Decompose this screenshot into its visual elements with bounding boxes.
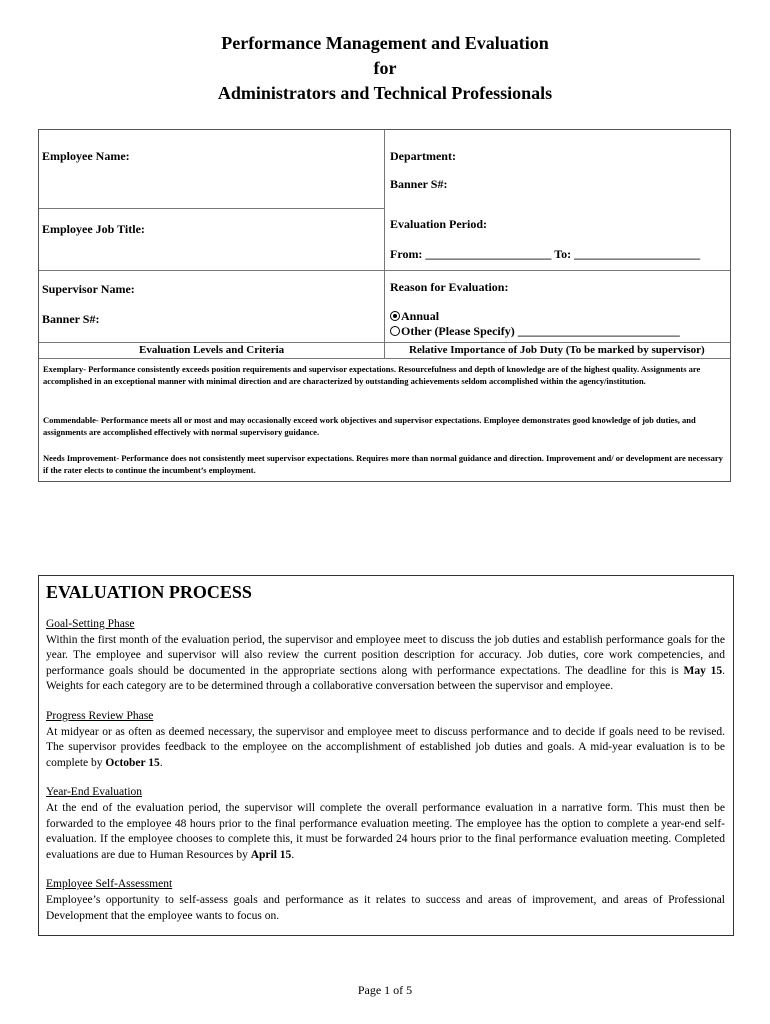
criteria-needs-improvement: Needs Improvement- Performance does not consistently meet supervisor expectations. Requires more than normal guidance and direction. Improvement and/ or development are necessary if the rater elects to continue the incumbent’s employment. [43, 453, 723, 475]
department-field[interactable]: Department: [390, 149, 456, 163]
year-end-evaluation [46, 785, 725, 863]
row-divider [39, 342, 730, 343]
criteria-exemplary: Exemplary- Performance consistently exceeds position requirements and supervisor expectations. Resourcefulness and depth of knowledge are of the highest quality. Assignments are accomplished in an exceptional manner with minimal direction and are characterized by outstanding achievements seldom accomplished within the agency/institution. [43, 364, 701, 386]
employee-name-field[interactable]: Employee Name: [42, 149, 130, 163]
row-divider [39, 270, 730, 271]
phase-heading: Goal-Setting Phase [46, 618, 135, 630]
from-to-field[interactable]: From: _____________________ To: _____________________ [390, 247, 701, 261]
phase-heading: Progress Review Phase [46, 709, 154, 722]
banner-number-field-left[interactable]: Banner S#: [42, 312, 100, 326]
title-line-3: Administrators and Technical Professionals [217, 83, 553, 103]
criteria-commendable: Commendable- Performance meets all or most and may occasionally exceed work objectives and supervisor expectations. Employee demonstrates good knowledge of job duties, and assignments are accomplished effectively with normal supervisory guidance. [43, 415, 696, 437]
title-line-1: Performance Management and Evaluation [221, 33, 549, 53]
supervisor-name-field[interactable]: Supervisor Name: [42, 282, 135, 296]
levels-header: Evaluation Levels and Criteria [139, 344, 285, 356]
progress-review-phase [46, 709, 725, 771]
phase-text: Within the first month of the evaluation period, the supervisor and employee meet to discuss the job duties and establish performance goals for the year. The employee and supervisor will also review the current position description for accuracy. Job duties, core work competencies, and performance goals should be documented in the appropriate sections along with performance expectations. The deadline for this is May 15. Weights for each category are to be determined through a collaborative conversation between the supervisor and employee. [46, 633, 726, 693]
page-number: Page 1 of 5 [357, 983, 413, 997]
radio-checked-icon[interactable] [390, 311, 400, 321]
document-title [0, 31, 770, 106]
phase-text: Employee’s opportunity to self-assess goals and performance as it relates to success and areas of improvement, and areas of Professional Development that the employee wants to focus on. [46, 893, 725, 922]
reason-other-option[interactable] [390, 324, 680, 339]
job-title-field[interactable]: Employee Job Title: [42, 222, 145, 236]
radio-unchecked-icon[interactable] [390, 326, 400, 336]
evaluation-period-label: Evaluation Period: [390, 217, 488, 231]
phase-text: At the end of the evaluation period, the supervisor will complete the overall performance evaluation in a narrative form. This must then be forwarded to the employee 48 hours prior to the final performance evaluation meeting. The employee has the option to complete a year-end self-evaluation. If the employee chooses to complete this, it must be forwarded 24 hours prior to the final performance evaluation meeting. Completed evaluations are due to Human Resources by April 15. [46, 801, 725, 861]
goal-setting-phase [46, 617, 725, 695]
section-title: EVALUATION PROCESS [46, 582, 252, 602]
deadline-date: May 15 [683, 664, 723, 677]
phase-text: At midyear or as often as deemed necessary, the supervisor and employee meet to discuss performance and to decide if goals need to be revised. The supervisor provides feedback to the employee on the accomplishment of established job duties and goals. A mid-year evaluation is to be complete by October 15. [46, 725, 725, 769]
evaluation-process-section [38, 575, 734, 936]
reason-label: Reason for Evaluation: [390, 280, 509, 294]
employee-info-form [38, 129, 731, 482]
column-divider [384, 130, 385, 359]
deadline-date: April 15 [250, 848, 292, 861]
reason-annual-option[interactable] [390, 309, 439, 324]
deadline-date: October 15 [105, 756, 160, 769]
phase-heading: Employee Self-Assessment [46, 878, 173, 891]
title-line-2: for [373, 58, 397, 78]
importance-header: Relative Importance of Job Duty (To be marked by supervisor) [409, 344, 705, 356]
phase-heading: Year-End Evaluation [46, 786, 143, 799]
row-divider [39, 358, 730, 359]
banner-number-field-right[interactable]: Banner S#: [390, 177, 448, 191]
reason-annual-label: Annual [401, 309, 440, 323]
employee-self-assessment [46, 877, 725, 924]
row-divider [39, 208, 384, 209]
reason-other-label: Other (Please Specify) ___________________________ [401, 324, 680, 338]
